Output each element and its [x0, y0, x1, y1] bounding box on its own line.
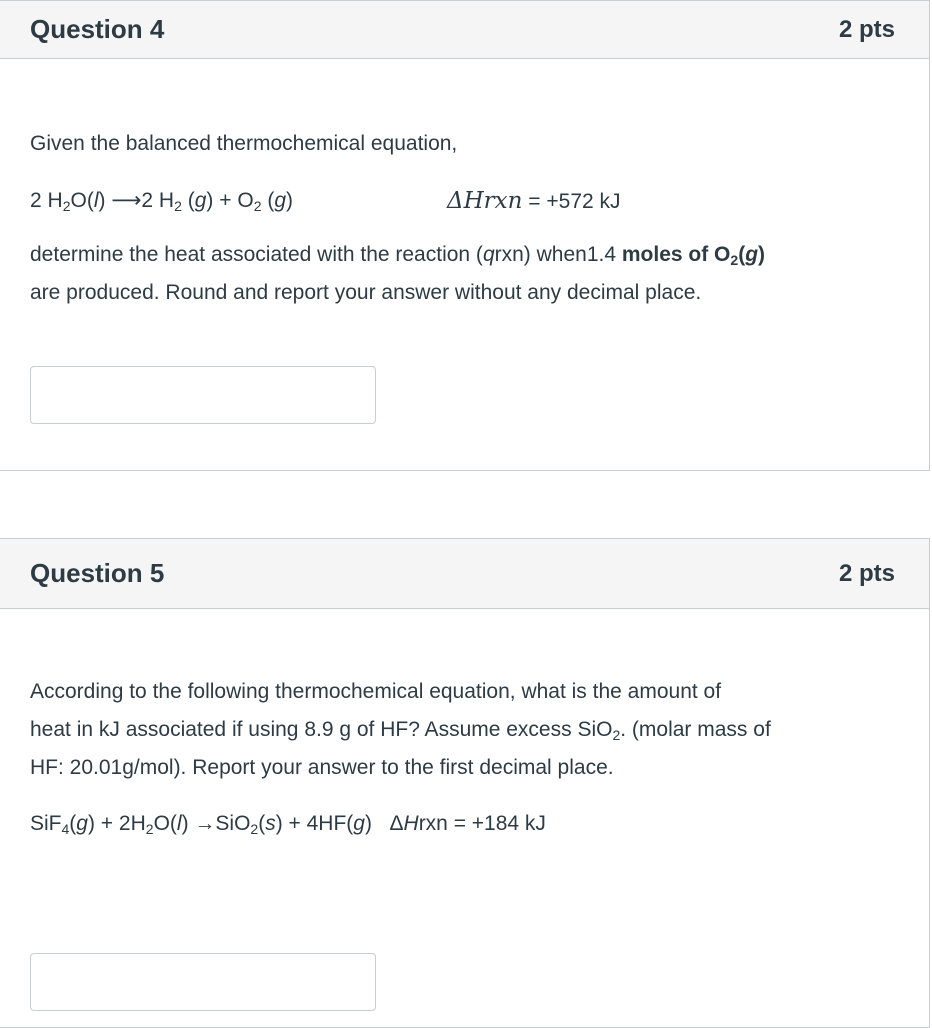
question-4-text-line-2: are produced. Round and report your answer without any decimal place. [30, 281, 702, 304]
question-4-points: 2 pts [838, 15, 895, 43]
question-4-text-line-1: determine the heat associated with the reaction (qrxn) when1.4 moles of $O_2(g)$ [30, 243, 766, 268]
question-5-text-line-3: HF: 20.01g/mol). Report your answer to the first decimal place. [30, 756, 614, 779]
question-5-text-line-1: According to the following thermochemical equation, what is the amount of [30, 680, 722, 703]
question-5-card [0, 538, 930, 1028]
question-5-equation: $SiF_4(g) + 2H_2O(l) \to SiO_2(s) + 4HF(g)$ ΔHrxn = +184 kJ [30, 812, 546, 837]
question-4-intro: Given the balanced thermochemical equation, [30, 132, 458, 155]
question-5-points: 2 pts [838, 559, 895, 587]
question-5-title: Question 5 [30, 558, 165, 588]
question-4-title: Question 4 [30, 14, 165, 44]
question-4-header [0, 1, 929, 59]
question-5-header [0, 539, 929, 609]
question-4-equation: 2 $H_2O(l)$ ⟶2 $H_2$ $(g) + O_2$ (g) [30, 189, 293, 214]
question-5-answer-input[interactable] [30, 953, 376, 1011]
question-4-card [0, 0, 930, 471]
question-4-answer-input[interactable] [30, 366, 376, 424]
question-4-delta-h: ΔHrxn = +572 kJ [447, 188, 621, 214]
question-5-text-line-2: heat in kJ associated if using 8.9 g of HF? Assume excess SiO$_2$. (molar mass of [30, 718, 771, 743]
